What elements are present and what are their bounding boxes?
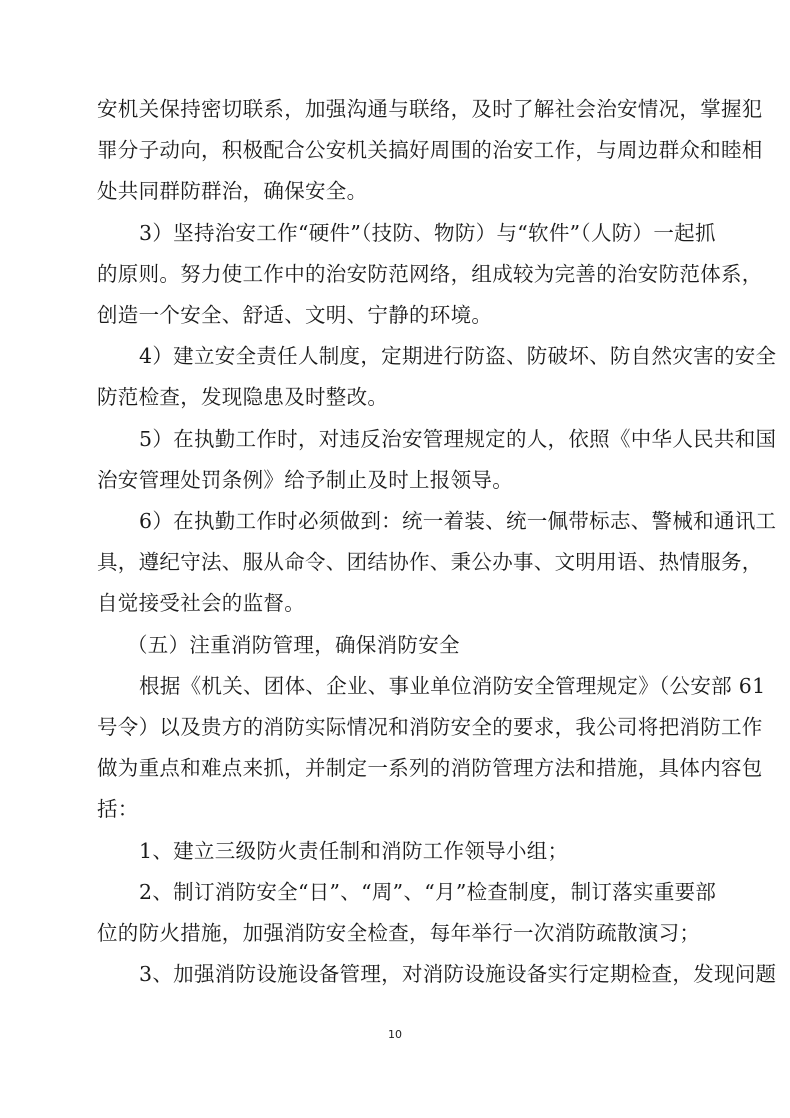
paragraph-fire-item-1: [97, 831, 694, 872]
text-line: 的原则。努力使工作中的治安防范网络，组成较为完善的治安防范体系，: [97, 261, 763, 286]
paragraph-item-5-enforcement: [97, 419, 777, 501]
text-line: 2、制订消防安全“日”、“周”、“月”检查制度，制订落实重要部: [139, 879, 717, 904]
text-line: 1、建立三级防火责任制和消防工作领导小组；: [139, 838, 569, 863]
text-line: 做为重点和难点来抓，并制定一系列的消防管理方法和措施，具体内容包: [97, 756, 763, 781]
section-heading-text: （五）注重消防管理，确保消防安全: [127, 632, 460, 657]
text-line: 具，遵纪守法、服从命令、团结协作、秉公办事、文明用语、热情服务，: [97, 550, 763, 575]
paragraph-fire-item-2: [97, 872, 717, 954]
page-number: 10: [388, 1028, 402, 1041]
paragraph-item-6-duty-conduct: [97, 501, 777, 625]
text-line: 3）坚持治安工作“硬件”（技防、物防）与“软件”（人防）一起抓: [139, 220, 716, 245]
paragraph-fire-item-3: [97, 954, 777, 995]
paragraph-item-4-safety-responsibility: [97, 336, 777, 418]
paragraph-public-security-liaison: [97, 89, 763, 213]
text-line: 安机关保持密切联系，加强沟通与联络，及时了解社会治安情况，掌握犯: [97, 97, 763, 121]
text-line: 治安管理处罚条例》给予制止及时上报领导。: [97, 467, 513, 492]
text-line: 根据《机关、团体、企业、事业单位消防安全管理规定》（公安部 61: [139, 673, 766, 698]
text-line: 4）建立安全责任人制度，定期进行防盗、防破坏、防自然灾害的安全: [139, 344, 777, 369]
text-line: 号令）以及贵方的消防实际情况和消防安全的要求，我公司将把消防工作: [97, 715, 763, 740]
text-line: 自觉接受社会的监督。: [97, 591, 305, 616]
page-body: [97, 89, 777, 995]
text-line: 6）在执勤工作时必须做到：统一着装、统一佩带标志、警械和通讯工: [139, 509, 777, 534]
paragraph-fire-regulation-basis: [97, 666, 766, 831]
text-line: 防范检查，发现隐患及时整改。: [97, 385, 389, 410]
text-line: 处共同群防群治，确保安全。: [97, 179, 368, 204]
text-line: 位的防火措施，加强消防安全检查，每年举行一次消防疏散演习；: [97, 921, 701, 946]
text-line: 5）在执勤工作时，对违反治安管理规定的人，依照《中华人民共和国: [139, 426, 777, 451]
text-line: 创造一个安全、舒适、文明、宁静的环境。: [97, 303, 493, 328]
text-line: 括：: [97, 797, 139, 822]
text-line: 罪分子动向，积极配合公安机关搞好周围的治安工作，与周边群众和睦相: [97, 138, 763, 163]
paragraph-item-3-hardware-software: [97, 213, 763, 337]
text-line: 3、加强消防设施设备管理，对消防设施设备实行定期检查，发现问题: [139, 962, 777, 987]
section-heading-fire-safety: [97, 625, 694, 666]
